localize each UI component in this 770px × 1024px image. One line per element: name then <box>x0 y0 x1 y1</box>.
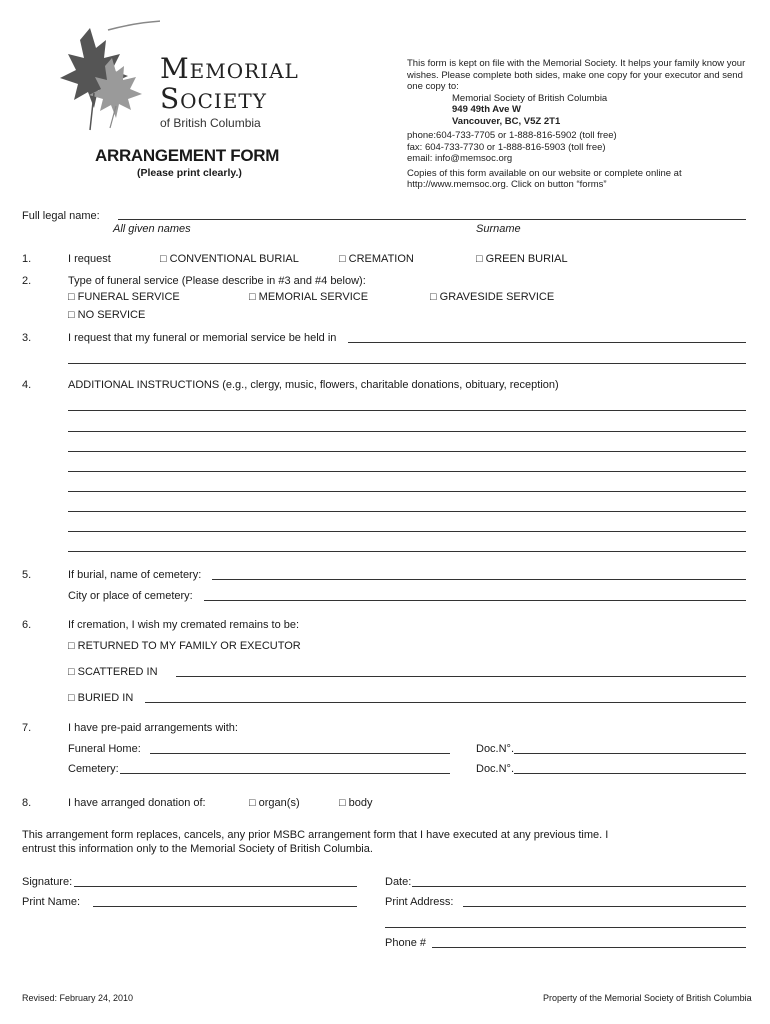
funeral-home-label: Funeral Home: <box>68 743 141 755</box>
logo-text-society: Society <box>160 82 267 115</box>
org-fax: fax: 604-733-7730 or 1-888-816-5903 (toll free) <box>407 141 606 153</box>
graveside-service-checkbox[interactable]: □ GRAVESIDE SERVICE <box>430 291 554 303</box>
cemetery-city-label: City or place of cemetery: <box>68 590 193 602</box>
scattered-in-field[interactable] <box>176 676 746 677</box>
funeral-home-field[interactable] <box>150 753 450 754</box>
header-intro: This form is kept on file with the Memorial Society. It helps your family know your wishes. Please complete both sides, make one copy for your executor and send one copy to: <box>407 58 746 92</box>
full-name-label: Full legal name: <box>22 210 100 222</box>
print-address-field-2[interactable] <box>385 927 746 928</box>
header-info <box>407 58 752 191</box>
print-name-label: Print Name: <box>22 896 81 908</box>
body-donation-checkbox[interactable]: □ body <box>339 797 373 809</box>
date-field[interactable] <box>412 886 746 887</box>
date-label: Date: <box>385 876 412 888</box>
org-address-2: Vancouver, BC, V5Z 2T1 <box>452 115 561 127</box>
returned-to-family-checkbox[interactable]: □ RETURNED TO MY FAMILY OR EXECUTOR <box>68 640 301 652</box>
cemetery-label: Cemetery: <box>68 763 119 775</box>
org-email: email: info@memsoc.org <box>407 153 513 164</box>
org-name: Memorial Society of British Columbia <box>452 92 608 104</box>
revised-date: Revised: February 24, 2010 <box>22 993 134 1003</box>
given-names-hint: All given names <box>113 223 191 235</box>
funeral-home-doc-field[interactable] <box>514 753 746 754</box>
funeral-home-doc-label: Doc.N°. <box>476 743 515 755</box>
org-phone: phone:604-733-7705 or 1-888-816-5902 (toll free) <box>407 130 617 141</box>
item-1-label: I request <box>68 253 111 265</box>
instructions-line-7[interactable] <box>68 531 746 532</box>
signature-field[interactable] <box>74 886 357 887</box>
logo-text-bc: of British Columbia <box>160 116 261 130</box>
print-address-field-1[interactable] <box>463 906 746 907</box>
instructions-line-4[interactable] <box>68 471 746 472</box>
cemetery-doc-field[interactable] <box>514 773 746 774</box>
memorial-service-checkbox[interactable]: □ MEMORIAL SERVICE <box>249 291 368 303</box>
item-6-number: 6. <box>22 619 32 631</box>
item-7-number: 7. <box>22 722 32 734</box>
org-address-1: 949 49th Ave W <box>452 104 521 115</box>
item-6-label: If cremation, I wish my cremated remains to be: <box>68 619 300 631</box>
funeral-service-checkbox[interactable]: □ FUNERAL SERVICE <box>68 291 180 303</box>
phone-label: Phone # <box>385 937 426 949</box>
maple-leaf-logo-icon <box>50 18 160 133</box>
signature-label: Signature: <box>22 876 73 888</box>
property-note: Property of the Memorial Society of British Columbia <box>543 993 752 1003</box>
item-7-label: I have pre-paid arrangements with: <box>68 722 238 734</box>
instructions-line-1[interactable] <box>68 410 746 411</box>
surname-hint: Surname <box>476 223 521 235</box>
print-address-label: Print Address: <box>385 896 454 908</box>
logo-text-memorial: Memorial <box>160 52 299 85</box>
green-burial-checkbox[interactable]: □ GREEN BURIAL <box>476 253 568 265</box>
item-1-number: 1. <box>22 253 32 265</box>
buried-in-checkbox[interactable]: □ BURIED IN <box>68 692 133 704</box>
phone-field[interactable] <box>432 947 746 948</box>
print-name-field[interactable] <box>93 906 357 907</box>
form-title: ARRANGEMENT FORM <box>95 146 280 165</box>
instructions-line-6[interactable] <box>68 511 746 512</box>
cemetery-doc-label: Doc.N°. <box>476 763 515 775</box>
organ-donation-checkbox[interactable]: □ organ(s) <box>249 797 300 809</box>
copies-note: Copies of this form available on our website or complete online at http://www.memsoc.org. Click on button “forms” <box>407 167 682 190</box>
item-3-number: 3. <box>22 332 32 344</box>
item-3-label: I request that my funeral or memorial service be held in <box>68 332 337 344</box>
instructions-line-2[interactable] <box>68 431 746 432</box>
cremation-checkbox[interactable]: □ CREMATION <box>339 253 414 265</box>
form-subtitle: (Please print clearly.) <box>137 167 242 179</box>
item-2-number: 2. <box>22 275 32 287</box>
cemetery-name-field[interactable] <box>212 579 746 580</box>
service-location-field-1[interactable] <box>348 342 746 343</box>
item-4-number: 4. <box>22 379 32 391</box>
full-name-field[interactable] <box>118 219 746 220</box>
no-service-checkbox[interactable]: □ NO SERVICE <box>68 309 145 321</box>
scattered-in-checkbox[interactable]: □ SCATTERED IN <box>68 666 158 678</box>
instructions-line-8[interactable] <box>68 551 746 552</box>
instructions-line-3[interactable] <box>68 451 746 452</box>
cemetery-city-field[interactable] <box>204 600 746 601</box>
item-5-label: If burial, name of cemetery: <box>68 569 202 581</box>
item-8-number: 8. <box>22 797 32 809</box>
item-5-number: 5. <box>22 569 32 581</box>
item-2-label: Type of funeral service (Please describe in #3 and #4 below): <box>68 275 366 287</box>
instructions-line-5[interactable] <box>68 491 746 492</box>
item-8-label: I have arranged donation of: <box>68 797 206 809</box>
buried-in-field[interactable] <box>145 702 746 703</box>
conventional-burial-checkbox[interactable]: □ CONVENTIONAL BURIAL <box>160 253 299 265</box>
replacement-statement: This arrangement form replaces, cancels, any prior MSBC arrangement form that I have executed at any previous time. I entrust this information only to the Memorial Society of British Columbia. <box>22 829 609 855</box>
cemetery-field[interactable] <box>120 773 450 774</box>
item-4-label: ADDITIONAL INSTRUCTIONS (e.g., clergy, music, flowers, charitable donations, obituary, reception) <box>68 379 559 391</box>
service-location-field-2[interactable] <box>68 363 746 364</box>
